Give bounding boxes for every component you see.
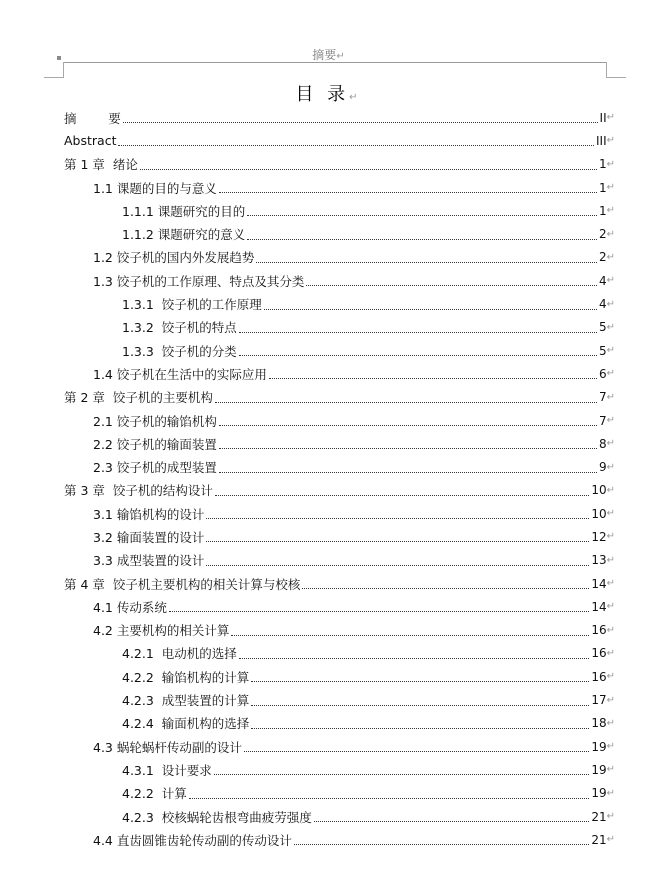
dot-leader [206, 565, 589, 566]
toc-entry[interactable] [64, 782, 615, 805]
toc-entry[interactable] [64, 129, 615, 152]
toc-entry-label: 1.3 饺子机的工作原理、特点及其分类 [93, 273, 305, 289]
toc-entry-label: 2.3 饺子机的成型装置 [93, 460, 217, 476]
toc-page-number: 14 [591, 599, 607, 614]
dot-leader [215, 495, 589, 496]
paragraph-mark: ↵ [606, 578, 615, 590]
header-paragraph-mark: ↵ [336, 51, 345, 62]
dot-leader [219, 448, 597, 449]
toc-entry[interactable] [64, 362, 615, 385]
paragraph-mark: ↵ [606, 391, 615, 403]
paragraph-mark: ↵ [606, 228, 615, 240]
table-of-contents [64, 106, 615, 852]
toc-entry-label: 3.2 输面装置的设计 [93, 529, 205, 545]
toc-page-number: III [595, 133, 607, 148]
dot-leader [140, 169, 597, 170]
dot-leader [239, 355, 597, 356]
toc-entry-label: 摘 要 [64, 110, 121, 126]
dot-leader [314, 821, 590, 822]
paragraph-mark: ↵ [606, 251, 615, 263]
toc-page-number: 19 [591, 762, 607, 777]
toc-entry[interactable] [64, 176, 615, 199]
toc-page-number: 21 [591, 832, 607, 847]
toc-page-number: 18 [591, 716, 607, 731]
dot-leader [269, 378, 597, 379]
toc-page-number: 16 [591, 646, 607, 661]
paragraph-mark: ↵ [606, 717, 615, 729]
toc-entry[interactable] [64, 409, 615, 432]
dot-leader [251, 705, 589, 706]
toc-entry-label: Abstract [64, 133, 117, 149]
dot-leader [251, 728, 589, 729]
crop-mark-top-left-vertical [63, 62, 64, 78]
toc-page-number: 4 [598, 297, 607, 312]
toc-entry[interactable] [64, 735, 615, 758]
toc-entry-label: 4.2.3 成型装置的计算 [122, 693, 250, 709]
toc-entry-label: 4.2 主要机构的相关计算 [93, 623, 230, 639]
toc-page-number: 7 [598, 413, 607, 428]
toc-page-number: 2 [598, 250, 607, 265]
dot-leader [231, 635, 589, 636]
toc-entry-label: 2.2 饺子机的输面装置 [93, 436, 217, 452]
toc-page-number: 6 [598, 366, 607, 381]
toc-entry[interactable] [64, 199, 615, 222]
paragraph-mark: ↵ [606, 834, 615, 846]
toc-entry[interactable] [64, 828, 615, 851]
dot-leader [219, 192, 597, 193]
toc-page-number: 12 [591, 529, 607, 544]
paragraph-mark: ↵ [606, 531, 615, 543]
toc-entry[interactable] [64, 688, 615, 711]
toc-entry-label: 4.2.2 计算 [122, 786, 187, 802]
toc-entry[interactable] [64, 246, 615, 269]
toc-entry[interactable] [64, 269, 615, 292]
toc-entry-label: 第 4 章 饺子机主要机构的相关计算与校核 [64, 576, 301, 592]
toc-entry[interactable] [64, 479, 615, 502]
toc-page-number: 2 [598, 227, 607, 242]
header-rule [64, 62, 607, 63]
paragraph-mark: ↵ [606, 787, 615, 799]
toc-entry[interactable] [64, 153, 615, 176]
crop-mark-top-right-horizontal [606, 77, 626, 78]
title-paragraph-mark: ↵ [349, 92, 362, 103]
toc-entry[interactable] [64, 316, 615, 339]
toc-entry-label: 3.1 输馅机构的设计 [93, 506, 205, 522]
toc-entry[interactable] [64, 712, 615, 735]
paragraph-mark: ↵ [606, 158, 615, 170]
toc-entry-label: 1.4 饺子机在生活中的实际应用 [93, 366, 267, 382]
paragraph-mark: ↵ [606, 135, 615, 147]
toc-page-number: II [599, 110, 607, 125]
paragraph-mark: ↵ [606, 205, 615, 217]
toc-entry-label: 3.3 成型装置的设计 [93, 553, 205, 569]
toc-entry[interactable] [64, 642, 615, 665]
toc-entry-label: 4.3 蜗轮蜗杆传动副的设计 [93, 739, 242, 755]
toc-entry[interactable] [64, 386, 615, 409]
toc-page-number: 14 [591, 576, 607, 591]
toc-entry[interactable] [64, 292, 615, 315]
toc-title-text: 目 录 [295, 84, 350, 105]
paragraph-mark: ↵ [606, 671, 615, 683]
paragraph-mark: ↵ [606, 112, 615, 124]
dot-leader [306, 285, 597, 286]
toc-entry[interactable] [64, 455, 615, 478]
dot-leader [189, 798, 590, 799]
toc-entry-label: 1.1 课题的目的与意义 [93, 180, 217, 196]
toc-page-number: 8 [598, 436, 607, 451]
toc-entry[interactable] [64, 572, 615, 595]
toc-page-number: 1 [598, 157, 607, 172]
toc-entry-label: 2.1 饺子机的输馅机构 [93, 413, 217, 429]
toc-entry[interactable] [64, 619, 615, 642]
dot-leader [206, 518, 589, 519]
paragraph-mark: ↵ [606, 182, 615, 194]
toc-entry[interactable] [64, 222, 615, 245]
paragraph-mark: ↵ [606, 741, 615, 753]
dot-leader [251, 681, 589, 682]
paragraph-mark: ↵ [606, 811, 615, 823]
paragraph-mark: ↵ [606, 484, 615, 496]
toc-page-number: 21 [591, 809, 607, 824]
toc-entry-label: 1.1.2 课题研究的意义 [122, 227, 246, 243]
toc-page-number: 4 [598, 273, 607, 288]
toc-entry-label: 1.3.3 饺子机的分类 [122, 343, 237, 359]
toc-entry-label: 1.1.1 课题研究的目的 [122, 203, 246, 219]
crop-mark-top-left-horizontal [44, 77, 64, 78]
toc-page-number: 1 [598, 203, 607, 218]
dot-leader [256, 262, 597, 263]
paragraph-mark: ↵ [606, 554, 615, 566]
toc-entry-label: 第 2 章 饺子机的主要机构 [64, 390, 213, 406]
dot-leader [219, 472, 597, 473]
dot-leader [247, 239, 597, 240]
toc-entry[interactable] [64, 665, 615, 688]
toc-entry[interactable] [64, 758, 615, 781]
paragraph-mark: ↵ [606, 345, 615, 357]
toc-entry[interactable] [64, 525, 615, 548]
dot-leader [169, 611, 589, 612]
toc-entry-label: 1.3.1 饺子机的工作原理 [122, 297, 262, 313]
dot-leader [214, 774, 590, 775]
crop-mark-top-right-vertical [606, 62, 607, 78]
paragraph-mark: ↵ [606, 647, 615, 659]
toc-entry-label: 4.1 传动系统 [93, 599, 167, 615]
dot-leader [247, 215, 597, 216]
toc-entry-label: 4.2.1 电动机的选择 [122, 646, 237, 662]
dot-leader [239, 658, 590, 659]
dot-leader [215, 402, 597, 403]
toc-entry-label: 1.2 饺子机的国内外发展趋势 [93, 250, 255, 266]
toc-entry-label: 4.2.2 输馅机构的计算 [122, 669, 250, 685]
dot-leader [264, 309, 597, 310]
paragraph-mark: ↵ [606, 438, 615, 450]
toc-entry[interactable] [64, 339, 615, 362]
toc-page-number: 1 [598, 180, 607, 195]
toc-page-number: 19 [591, 786, 607, 801]
paragraph-mark: ↵ [606, 368, 615, 380]
toc-entry[interactable] [64, 549, 615, 572]
toc-entry[interactable] [64, 106, 615, 129]
toc-page-number: 10 [591, 483, 607, 498]
toc-page-number: 9 [598, 460, 607, 475]
toc-entry[interactable] [64, 805, 615, 828]
paragraph-mark: ↵ [606, 624, 615, 636]
toc-entry-label: 1.3.2 饺子机的特点 [122, 320, 237, 336]
toc-entry-label: 4.4 直齿圆锥齿轮传动副的传动设计 [93, 832, 292, 848]
toc-entry[interactable] [64, 595, 615, 618]
page-header[interactable] [0, 46, 657, 63]
toc-page-number: 5 [598, 343, 607, 358]
toc-page-number: 5 [598, 320, 607, 335]
dot-leader [294, 844, 589, 845]
toc-entry-label: 第 1 章 绪论 [64, 157, 138, 173]
dot-leader [244, 751, 589, 752]
dot-leader [239, 332, 597, 333]
paragraph-mark: ↵ [606, 461, 615, 473]
paragraph-mark: ↵ [606, 694, 615, 706]
toc-entry-label: 4.2.3 校核蜗轮齿根弯曲疲劳强度 [122, 809, 312, 825]
toc-page-number: 13 [591, 553, 607, 568]
toc-page-number: 17 [591, 693, 607, 708]
toc-entry[interactable] [64, 502, 615, 525]
toc-page-number: 16 [591, 669, 607, 684]
paragraph-mark: ↵ [606, 764, 615, 776]
toc-entry-label: 4.3.1 设计要求 [122, 762, 212, 778]
paragraph-mark: ↵ [606, 298, 615, 310]
toc-entry[interactable] [64, 432, 615, 455]
paragraph-mark: ↵ [606, 415, 615, 426]
toc-page-number: 16 [591, 623, 607, 638]
toc-page-number: 10 [591, 506, 607, 521]
paragraph-mark: ↵ [606, 275, 615, 287]
dot-leader [118, 145, 594, 146]
toc-entry-label: 第 3 章 饺子机的结构设计 [64, 483, 213, 499]
toc-title [0, 80, 657, 106]
dot-leader [219, 425, 597, 426]
paragraph-mark: ↵ [606, 321, 615, 333]
dot-leader [302, 588, 589, 589]
dot-leader [206, 541, 589, 542]
paragraph-mark: ↵ [606, 508, 615, 520]
header-text: 摘要 [312, 48, 337, 62]
toc-page-number: 19 [591, 739, 607, 754]
paragraph-mark: ↵ [606, 601, 615, 613]
dot-leader [123, 122, 598, 123]
toc-page-number: 7 [598, 390, 607, 405]
toc-entry-label: 4.2.4 输面机构的选择 [122, 716, 250, 732]
